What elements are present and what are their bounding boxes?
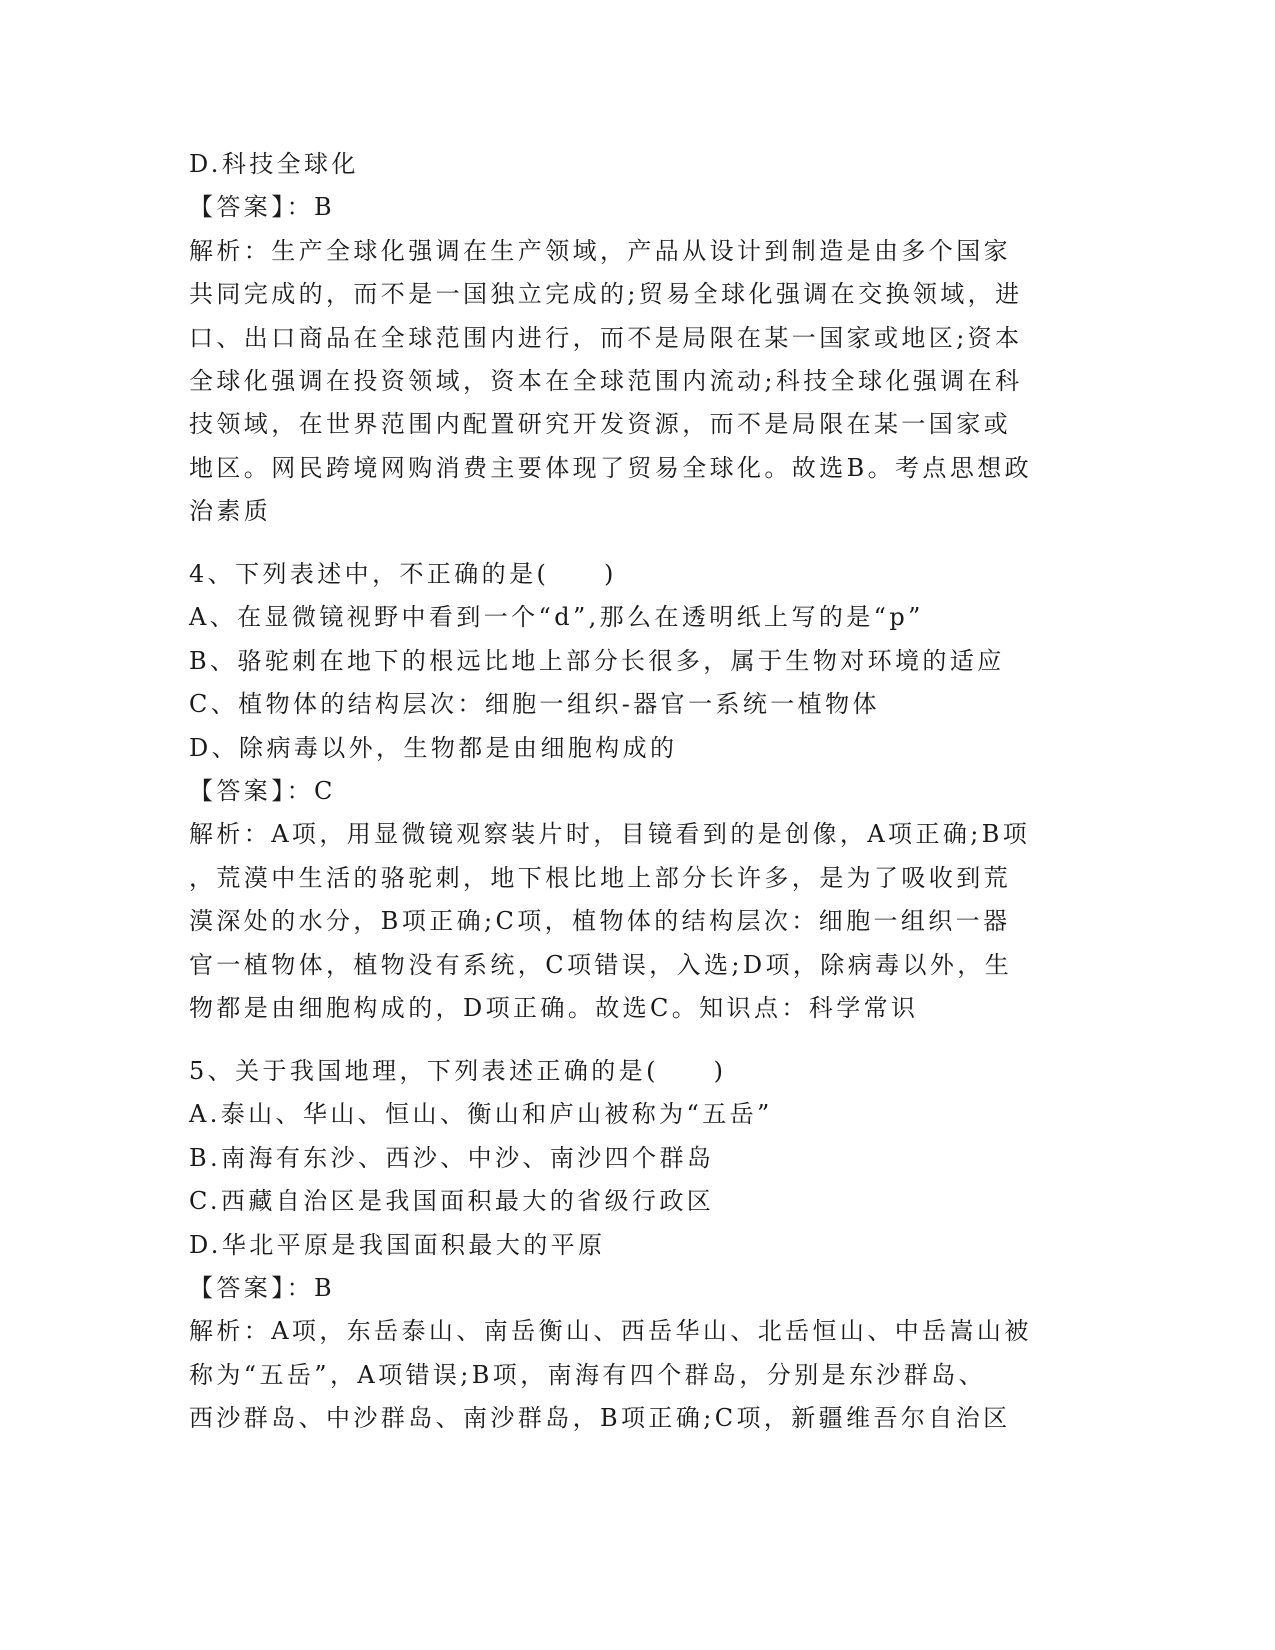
q4-analysis-line: 漠深处的水分，B项正确;C项，植物体的结构层次：细胞一组织一器 <box>189 907 1011 936</box>
q3-answer: 【答案】：B <box>189 193 336 222</box>
question-3-tail <box>189 143 1089 534</box>
question-4 <box>189 553 1089 1030</box>
q4-analysis-line: ，荒漠中生活的骆驼刺，地下根比地上部分长许多，是为了吸收到荒 <box>189 863 1011 892</box>
q5-analysis-line: 称为“五岳”，A项错误;B项，南海有四个群岛，分别是东沙群岛、 <box>189 1360 986 1389</box>
q3-option-d: D.科技全球化 <box>189 150 359 178</box>
q5-analysis-line: 西沙群岛、中沙群岛、南沙群岛，B项正确;C项，新疆维吾尔自治区 <box>189 1404 1011 1433</box>
q5-option-d: D.华北平原是我国面积最大的平原 <box>189 1230 606 1259</box>
q3-analysis-line: 技领域，在世界范围内配置研究开发资源，而不是局限在某一国家或 <box>189 410 1011 439</box>
q4-option-c: C、植物体的结构层次：细胞一组织-器官一系统一植物体 <box>189 690 880 719</box>
q4-stem: 4、下列表述中，不正确的是( ) <box>189 560 617 588</box>
q3-analysis-line: 共同完成的，而不是一国独立完成的;贸易全球化强调在交换领域，进 <box>189 280 1023 309</box>
q5-option-c: C.西藏自治区是我国面积最大的省级行政区 <box>189 1187 715 1216</box>
q5-option-a: A.泰山、华山、恒山、衡山和庐山被称为“五岳” <box>189 1100 773 1129</box>
q4-option-a: A、在显微镜视野中看到一个“d”,那么在透明纸上写的是“p” <box>189 603 924 632</box>
q4-analysis-line: 官一植物体，植物没有系统，C项错误，入选;D项，除病毒以外，生 <box>189 950 1013 979</box>
q3-analysis-line: 全球化强调在投资领域，资本在全球范围内流动;科技全球化强调在科 <box>189 366 1023 395</box>
question-5 <box>189 1050 1089 1441</box>
q3-analysis-line: 地区。网民跨境网购消费主要体现了贸易全球化。故选B。考点思想政 <box>189 453 1033 482</box>
q5-answer: 【答案】：B <box>189 1273 336 1302</box>
q4-option-b: B、骆驼刺在地下的根远比地上部分长很多，属于生物对环境的适应 <box>189 646 1005 675</box>
q3-analysis-line: 解析：生产全球化强调在生产领域，产品从设计到制造是由多个国家 <box>189 236 1011 265</box>
q3-analysis-line: 口、出口商品在全球范围内进行，而不是局限在某一国家或地区;资本 <box>189 323 1023 352</box>
q4-analysis-line: 物都是由细胞构成的，D项正确。故选C。知识点：科学常识 <box>189 993 919 1022</box>
q4-answer: 【答案】：C <box>189 776 336 805</box>
q4-analysis-line: 解析：A项，用显微镜观察装片时，目镜看到的是创像，A项正确;B项 <box>189 820 1031 849</box>
q4-option-d: D、除病毒以外，生物都是由细胞构成的 <box>189 733 678 762</box>
q5-option-b: B.南海有东沙、西沙、中沙、南沙四个群岛 <box>189 1143 715 1172</box>
q3-analysis-line: 治素质 <box>189 497 272 526</box>
q5-analysis-line: 解析：A项，东岳泰山、南岳衡山、西岳华山、北岳恒山、中岳嵩山被 <box>189 1317 1032 1346</box>
q5-stem: 5、关于我国地理，下列表述正确的是( ) <box>189 1057 727 1085</box>
